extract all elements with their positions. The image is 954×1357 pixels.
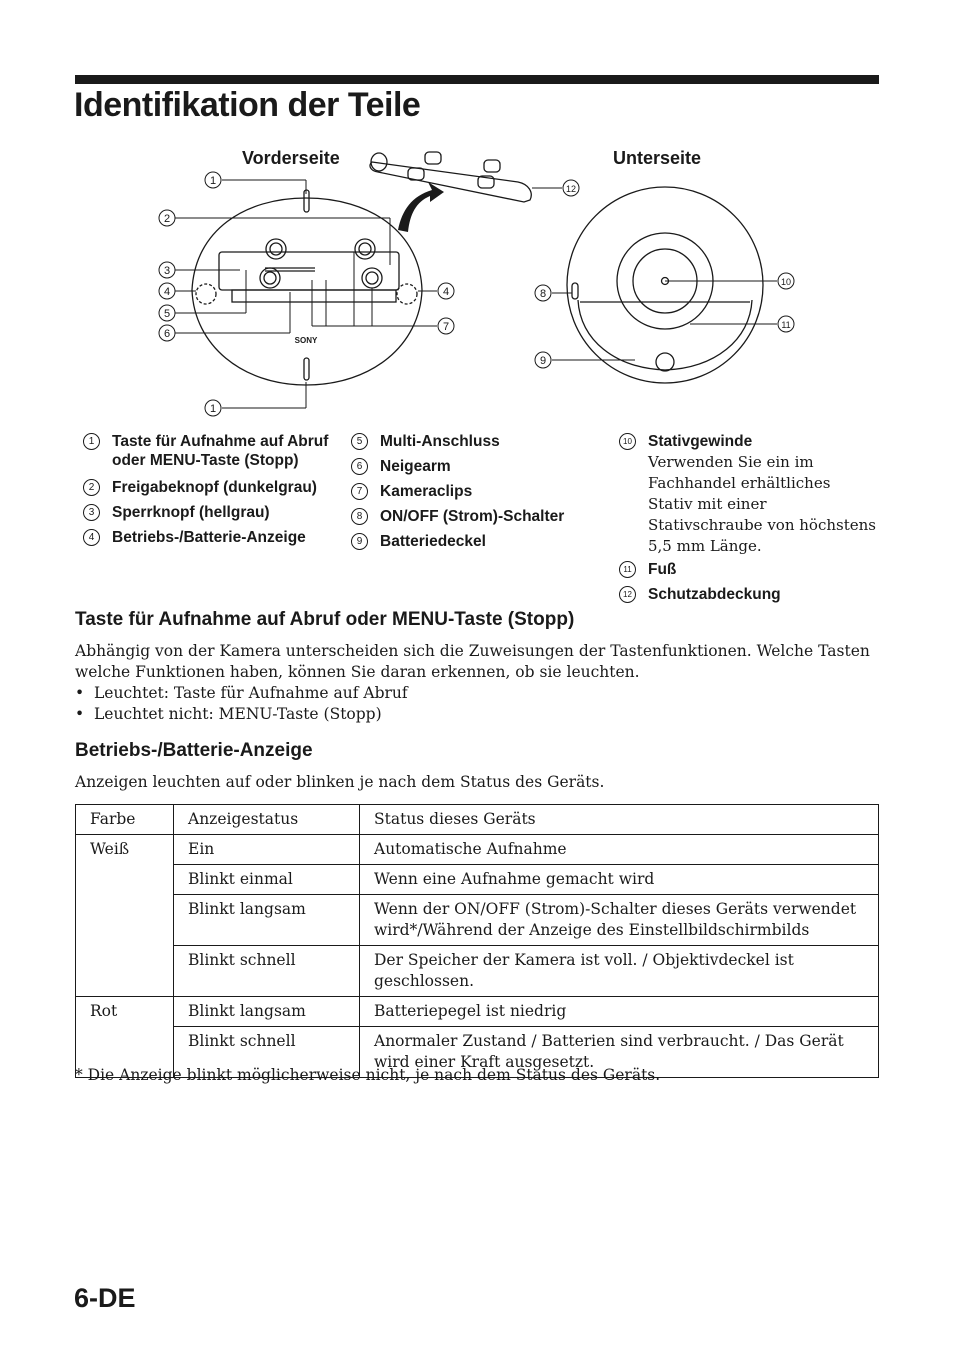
table-header-cell: Farbe [76,805,174,835]
parts-diagram [0,140,954,430]
table-row [76,835,879,865]
svg-text:2: 2 [163,213,171,225]
svg-text:12: 12 [565,184,577,194]
callout-12 [563,180,579,196]
callout-10 [778,273,794,289]
callout-8 [535,285,551,301]
bullet-item: • Leuchtet: Taste für Aufnahme auf Abruf [75,684,408,702]
title-rule [75,75,879,84]
svg-text:4: 4 [442,286,450,298]
table-row [76,865,879,895]
brand-logo: SONY [294,336,318,345]
part-item: 12 Schutzabdeckung [611,585,879,604]
callout-7 [438,318,454,334]
table-cell: Wenn der ON/OFF (Strom)-Schalter dieses Geräts verwendet wird*/Während der Anzeige des Einstellbildschirmbilds [360,895,879,946]
svg-text:1: 1 [209,175,217,187]
table-cell: Anormaler Zustand / Batterien sind verbraucht. / Das Gerät wird einer Kraft ausgesetzt. [360,1027,879,1078]
table-cell: Blinkt langsam [174,895,360,946]
part-item: 5 Multi-Anschluss [343,432,603,451]
part-item: 6 Neigearm [343,457,603,476]
callout-11 [778,316,794,332]
part-item: 7 Kameraclips [343,482,603,501]
table-row [76,997,879,1027]
table-cell: Weiß [76,835,174,865]
part-item: 9 Batteriedeckel [343,532,603,551]
svg-text:10: 10 [780,277,792,287]
svg-text:3: 3 [163,265,171,277]
section-heading: Betriebs-/Batterie-Anzeige [75,740,313,761]
bottom-side-label: Unterseite [613,148,702,168]
svg-text:9: 9 [539,355,547,367]
svg-text:4: 4 [163,286,171,298]
callout-1-top [205,172,221,188]
table-cell: Rot [76,997,174,1027]
section-paragraph: Abhängig von der Kamera unterscheiden sich die Zuweisungen der Tastenfunktionen. Welche Tasten welche Funktionen haben, können Sie daran erkennen, ob sie leuchten. [75,642,870,681]
part-item: 8 ON/OFF (Strom)-Schalter [343,507,603,526]
table-cell: Batteriepegel ist niedrig [360,997,879,1027]
section-paragraph: Anzeigen leuchten auf oder blinken je nach dem Status des Geräts. [75,773,605,791]
table-cell: Blinkt schnell [174,1027,360,1078]
svg-text:8: 8 [539,288,547,300]
svg-text:1: 1 [209,403,217,415]
part-item: 11 Fuß [611,560,879,579]
table-row [76,895,879,946]
part-item: 1 Taste für Aufnahme auf Abruf oder MENU-Taste (Stopp) [75,432,337,470]
section-heading: Taste für Aufnahme auf Abruf oder MENU-Taste (Stopp) [75,609,575,630]
table-cell [76,946,174,997]
parts-list-column-1 [75,432,337,551]
svg-text:7: 7 [442,321,450,333]
bullet-item: • Leuchtet nicht: MENU-Taste (Stopp) [75,705,382,723]
parts-list-column-3 [611,432,879,608]
table-cell: Blinkt einmal [174,865,360,895]
table-cell [76,865,174,895]
svg-text:11: 11 [781,320,791,330]
part-item: 2 Freigabeknopf (dunkelgrau) [75,478,337,497]
part-item: 4 Betriebs-/Batterie-Anzeige [75,528,337,547]
table-cell: Ein [174,835,360,865]
table-header-row [76,805,879,835]
table-cell: Blinkt schnell [174,946,360,997]
callout-2 [159,210,175,226]
footnote: * Die Anzeige blinkt möglicherweise nicht, je nach dem Status des Geräts. [75,1066,661,1084]
table-cell: Wenn eine Aufnahme gemacht wird [360,865,879,895]
table-cell [76,895,174,946]
callout-9 [535,352,551,368]
callout-4-right [438,283,454,299]
part-item: 10 Stativgewinde Verwenden Sie ein im Fachhandel erhältliches Stativ mit einer Stativschraube von höchstens 5,5 mm Länge. [611,432,879,557]
callout-6 [159,325,175,341]
indicator-status-table [75,804,879,1078]
table-cell: Der Speicher der Kamera ist voll. / Objektivdeckel ist geschlossen. [360,946,879,997]
table-row [76,946,879,997]
svg-text:6: 6 [163,328,171,340]
callout-1-bottom [205,400,221,416]
table-header-cell: Anzeigestatus [174,805,360,835]
table-cell: Automatische Aufnahme [360,835,879,865]
callout-5 [159,305,175,321]
front-side-label: Vorderseite [242,148,340,168]
svg-text:5: 5 [163,308,171,320]
callout-3 [159,262,175,278]
table-cell: Blinkt langsam [174,997,360,1027]
parts-list-column-2 [343,432,603,555]
page-number: 6-DE [74,1283,136,1313]
table-header-cell: Status dieses Geräts [360,805,879,835]
page-title: Identifikation der Teile [74,86,421,124]
callout-4-left [159,283,175,299]
part-item: 3 Sperrknopf (hellgrau) [75,503,337,522]
